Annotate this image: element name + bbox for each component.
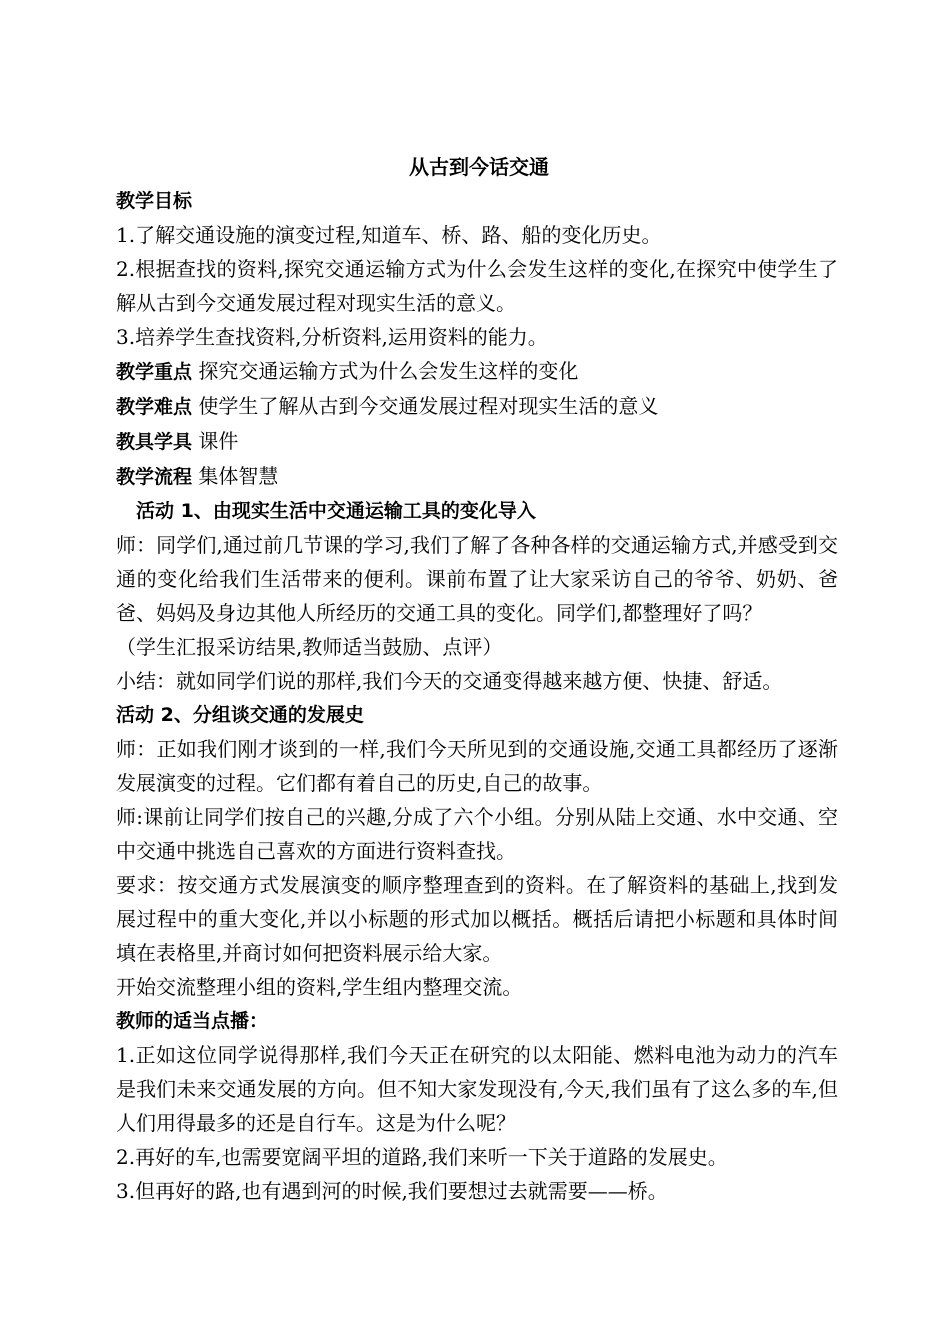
tools-row xyxy=(116,424,838,459)
guidance-item-2: 2.再好的车,也需要宽阔平坦的道路,我们来听一下关于道路的发展史。 xyxy=(116,1145,728,1169)
tools-label: 教具学具 xyxy=(116,431,193,453)
activity1-teacher-paragraph: 师：同学们,通过前几节课的学习,我们了解了各种各样的交通运输方式,并感受到交通的变化给我们生活带来的便利。课前布置了让大家采访自己的爷爷、奶奶、爸爸、妈妈及身边其他人所经历的交通工具的变化。同学们,都整理好了吗？ xyxy=(116,533,838,625)
key-point-label: 教学重点 xyxy=(116,361,193,383)
difficulty-row xyxy=(116,389,838,424)
objective-item-1: 1.了解交通设施的演变过程,知道车、桥、路、船的变化历史。 xyxy=(116,223,662,247)
activity2-start: 开始交流整理小组的资料,学生组内整理交流。 xyxy=(116,975,523,999)
activity2-heading: 活动 2、分组谈交通的发展史 xyxy=(116,704,364,726)
activity2-requirement: 要求：按交通方式发展演变的顺序整理查到的资料。在了解资料的基础上,找到发展过程中的重大变化,并以小标题的形式加以概括。概括后请把小标题和具体时间填在表格里,并商讨如何把资料展示给大家。 xyxy=(116,873,838,965)
key-point-text: 探究交通运输方式为什么会发生这样的变化 xyxy=(198,359,579,383)
activity1-note: （学生汇报采访结果,教师适当鼓励、点评） xyxy=(116,635,503,659)
activity1-summary: 小结：就如同学们说的那样,我们今天的交通变得越来越方便、快捷、舒适。 xyxy=(116,669,783,693)
activity2-teacher-paragraph-1: 师：正如我们刚才谈到的一样,我们今天所见到的交通设施,交通工具都经历了逐渐发展演变的过程。它们都有着自己的历史,自己的故事。 xyxy=(116,737,838,795)
difficulty-text: 使学生了解从古到今交通发展过程对现实生活的意义 xyxy=(198,394,659,418)
objectives-heading: 教学目标 xyxy=(116,190,193,212)
key-point-row xyxy=(116,354,838,389)
difficulty-label: 教学难点 xyxy=(116,396,193,418)
objective-item-3: 3.培养学生查找资料,分析资料,运用资料的能力。 xyxy=(116,325,548,349)
guidance-heading: 教师的适当点播： xyxy=(116,1010,269,1032)
process-row xyxy=(116,459,838,494)
objective-item-2: 2.根据查找的资料,探究交通运输方式为什么会发生这样的变化,在探究中使学生了解从古到今交通发展过程对现实生活的意义。 xyxy=(116,257,838,315)
activity1-heading: 活动 1、由现实生活中交通运输工具的变化导入 xyxy=(136,500,536,522)
process-text: 集体智慧 xyxy=(198,464,279,488)
guidance-item-3: 3.但再好的路,也有遇到河的时候,我们要想过去就需要——桥。 xyxy=(116,1179,668,1203)
activity2-teacher-paragraph-2: 师:课前让同学们按自己的兴趣,分成了六个小组。分别从陆上交通、水中交通、空中交通中挑选自己喜欢的方面进行资料查找。 xyxy=(116,805,838,863)
document-page xyxy=(116,150,838,1208)
tools-text: 课件 xyxy=(198,429,239,453)
process-label: 教学流程 xyxy=(116,466,193,488)
document-title: 从古到今话交通 xyxy=(409,155,549,179)
guidance-item-1: 1.正如这位同学说得那样,我们今天正在研究的以太阳能、燃料电池为动力的汽车是我们未来交通发展的方向。但不知大家发现没有,今天,我们虽有了这么多的车,但人们用得最多的还是自行车。这是为什么呢？ xyxy=(116,1043,838,1135)
